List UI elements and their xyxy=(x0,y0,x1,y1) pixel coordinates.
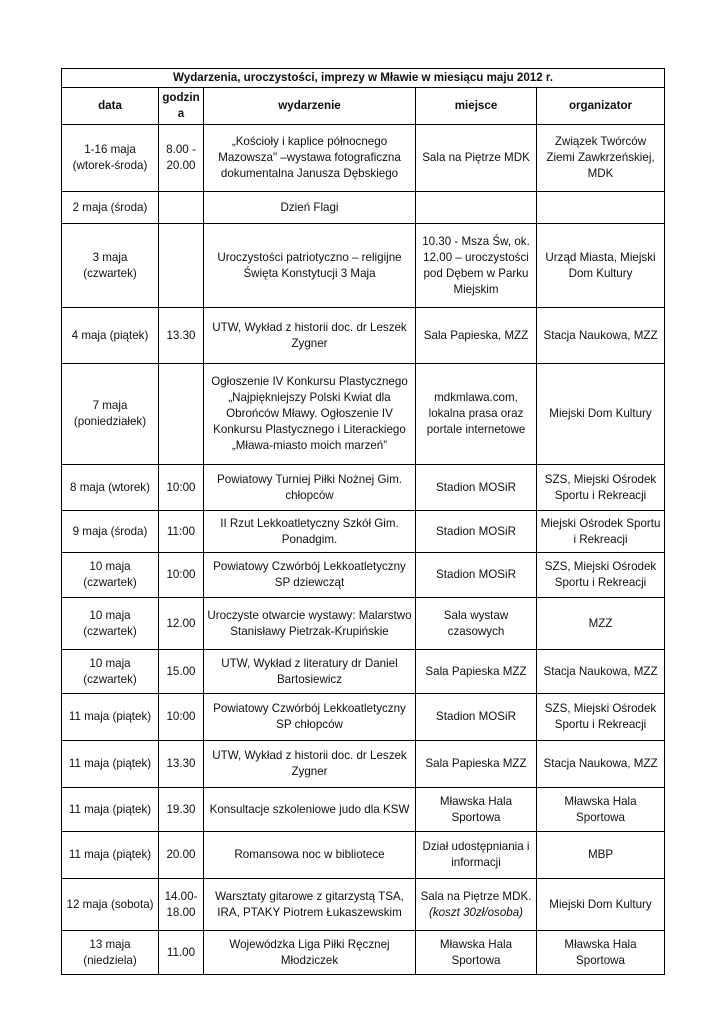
cell-event: Konsultacje szkoleniowe judo dla KSW xyxy=(204,788,416,832)
cell-event: Warsztaty gitarowe z gitarzystą TSA, IRA, PTAKY Piotrem Łukaszewskim xyxy=(204,879,416,931)
cell-organizer: Związek Twórców Ziemi Zawkrzeńskiej, MDK xyxy=(537,125,665,192)
column-header-date: data xyxy=(62,88,159,125)
cell-place: Sala na Piętrze MDK xyxy=(416,125,537,192)
cell-place: Stadion MOSiR xyxy=(416,465,537,511)
cell-place xyxy=(416,192,537,224)
place-text: Sala na Piętrze MDK. xyxy=(420,889,532,903)
cell-hour xyxy=(159,192,204,224)
cell-hour: 8.00 - 20.00 xyxy=(159,125,204,192)
cell-date: 7 maja (poniedziałek) xyxy=(62,364,159,465)
header-row xyxy=(62,88,665,125)
cell-organizer: Stacja Naukowa, MZZ xyxy=(537,650,665,694)
table-row xyxy=(62,788,665,832)
table-row xyxy=(62,832,665,879)
cell-date: 9 maja (środa) xyxy=(62,511,159,553)
cell-event: „Kościoły i kaplice północnego Mazowsza" –wystawa fotograficzna dokumentalna Janusza Dębskiego xyxy=(204,125,416,192)
table-row xyxy=(62,931,665,975)
cell-place: Sala wystaw czasowych xyxy=(416,598,537,650)
table-row xyxy=(62,364,665,465)
cell-organizer: MBP xyxy=(537,832,665,879)
cell-hour: 10:00 xyxy=(159,465,204,511)
table-row xyxy=(62,125,665,192)
cell-place: Sala Papieska MZZ xyxy=(416,650,537,694)
cell-event: UTW, Wykład z historii doc. dr Leszek Zygner xyxy=(204,741,416,788)
column-header-hour: godzin a xyxy=(159,88,204,125)
cell-organizer: Miejski Dom Kultury xyxy=(537,364,665,465)
cell-event: Dzień Flagi xyxy=(204,192,416,224)
cell-event: Powiatowy Czwórbój Lekkoatletyczny SP chłopców xyxy=(204,694,416,741)
cell-hour xyxy=(159,224,204,308)
cell-hour: 11.00 xyxy=(159,931,204,975)
cell-organizer: SZS, Miejski Ośrodek Sportu i Rekreacji xyxy=(537,694,665,741)
cell-hour: 13.30 xyxy=(159,741,204,788)
cell-date: 11 maja (piątek) xyxy=(62,741,159,788)
cell-organizer: SZS, Miejski Ośrodek Sportu i Rekreacji xyxy=(537,465,665,511)
cell-event: Powiatowy Czwórbój Lekkoatletyczny SP dziewcząt xyxy=(204,553,416,598)
table-row xyxy=(62,598,665,650)
cell-hour: 10:00 xyxy=(159,553,204,598)
cell-event: Uroczystości patriotyczno – religijne Święta Konstytucji 3 Maja xyxy=(204,224,416,308)
cell-organizer: Mławska Hala Sportowa xyxy=(537,931,665,975)
cell-date: 10 maja (czwartek) xyxy=(62,553,159,598)
cell-hour: 12.00 xyxy=(159,598,204,650)
table-row xyxy=(62,511,665,553)
cell-place: Mławska Hala Sportowa xyxy=(416,931,537,975)
cell-organizer: Mławska Hala Sportowa xyxy=(537,788,665,832)
cell-organizer: Stacja Naukowa, MZZ xyxy=(537,308,665,364)
column-header-event: wydarzenie xyxy=(204,88,416,125)
cell-organizer xyxy=(537,192,665,224)
cell-place xyxy=(416,879,537,931)
cell-event: UTW, Wykład z historii doc. dr Leszek Zygner xyxy=(204,308,416,364)
cell-place: Stadion MOSiR xyxy=(416,511,537,553)
column-header-organizer: organizator xyxy=(537,88,665,125)
cell-event: UTW, Wykład z literatury dr Daniel Bartosiewicz xyxy=(204,650,416,694)
cell-hour: 14.00-18.00 xyxy=(159,879,204,931)
table-row xyxy=(62,192,665,224)
cell-place: Stadion MOSiR xyxy=(416,553,537,598)
cell-date: 13 maja (niedziela) xyxy=(62,931,159,975)
cell-date: 8 maja (wtorek) xyxy=(62,465,159,511)
cell-hour: 19.30 xyxy=(159,788,204,832)
cell-place: mdkmlawa.com, lokalna prasa oraz portale internetowe xyxy=(416,364,537,465)
cell-organizer: SZS, Miejski Ośrodek Sportu i Rekreacji xyxy=(537,553,665,598)
cell-place: Dział udostępniania i informacji xyxy=(416,832,537,879)
column-header-place: miejsce xyxy=(416,88,537,125)
table-title: Wydarzenia, uroczystości, imprezy w Mławie w miesiącu maju 2012 r. xyxy=(62,69,665,88)
cell-organizer: Miejski Dom Kultury xyxy=(537,879,665,931)
cell-place: Stadion MOSiR xyxy=(416,694,537,741)
cell-hour: 13.30 xyxy=(159,308,204,364)
cell-place: 10.30 - Msza Św, ok. 12.00 – uroczystości pod Dębem w Parku Miejskim xyxy=(416,224,537,308)
table-row xyxy=(62,224,665,308)
cell-event: Uroczyste otwarcie wystawy: Malarstwo Stanisławy Pietrzak-Krupińskie xyxy=(204,598,416,650)
table-row xyxy=(62,308,665,364)
cell-date: 1-16 maja (wtorek-środa) xyxy=(62,125,159,192)
price-note: (koszt 30zł/osoba) xyxy=(428,905,524,919)
cell-date: 12 maja (sobota) xyxy=(62,879,159,931)
table-row xyxy=(62,465,665,511)
cell-date: 11 maja (piątek) xyxy=(62,832,159,879)
cell-hour: 10:00 xyxy=(159,694,204,741)
cell-organizer: Urząd Miasta, Miejski Dom Kultury xyxy=(537,224,665,308)
cell-hour: 20.00 xyxy=(159,832,204,879)
cell-hour xyxy=(159,364,204,465)
cell-event: Wojewódzka Liga Piłki Ręcznej Młodziczek xyxy=(204,931,416,975)
table-row xyxy=(62,650,665,694)
cell-date: 2 maja (środa) xyxy=(62,192,159,224)
cell-event: Romansowa noc w bibliotece xyxy=(204,832,416,879)
cell-date: 11 maja (piątek) xyxy=(62,788,159,832)
cell-organizer: Stacja Naukowa, MZZ xyxy=(537,741,665,788)
cell-event: II Rzut Lekkoatletyczny Szkół Gim. Ponadgim. xyxy=(204,511,416,553)
cell-organizer: Miejski Ośrodek Sportu i Rekreacji xyxy=(537,511,665,553)
events-table xyxy=(61,68,665,975)
cell-date: 4 maja (piątek) xyxy=(62,308,159,364)
cell-place: Sala Papieska MZZ xyxy=(416,741,537,788)
cell-hour: 11:00 xyxy=(159,511,204,553)
cell-event: Powiatowy Turniej Piłki Nożnej Gim. chłopców xyxy=(204,465,416,511)
table-row xyxy=(62,741,665,788)
table-row xyxy=(62,694,665,741)
table-row xyxy=(62,879,665,931)
cell-place: Mławska Hala Sportowa xyxy=(416,788,537,832)
cell-date: 3 maja (czwartek) xyxy=(62,224,159,308)
cell-date: 10 maja (czwartek) xyxy=(62,650,159,694)
table-row xyxy=(62,553,665,598)
cell-event: Ogłoszenie IV Konkursu Plastycznego „Najpiękniejszy Polski Kwiat dla Obrońców Mławy. Ogłoszenie IV Konkursu Plastycznego i Literackiego „Mława-miasto moich marzeń” xyxy=(204,364,416,465)
cell-organizer: MZZ xyxy=(537,598,665,650)
cell-date: 11 maja (piątek) xyxy=(62,694,159,741)
cell-place: Sala Papieska, MZZ xyxy=(416,308,537,364)
cell-date: 10 maja (czwartek) xyxy=(62,598,159,650)
cell-hour: 15.00 xyxy=(159,650,204,694)
